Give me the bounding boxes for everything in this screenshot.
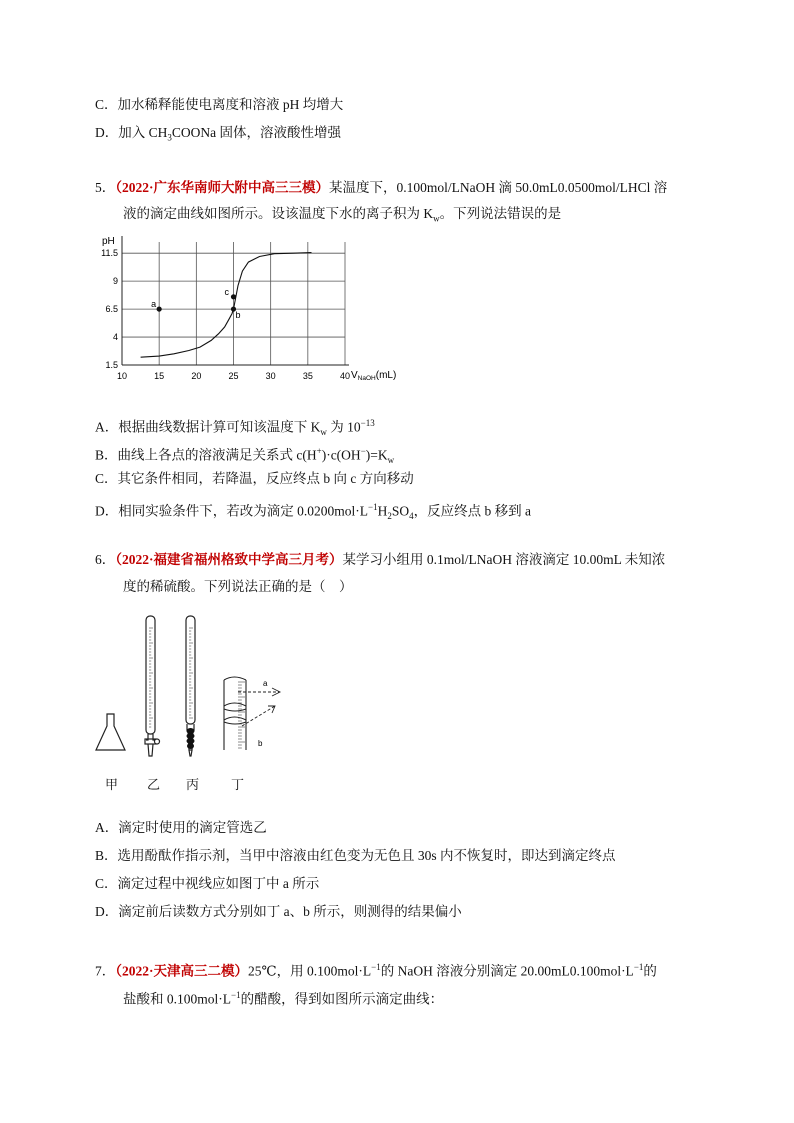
q6-option-d: D．滴定前后读数方式分别如丁 a、b 所示，则测得的结果偏小 [95, 904, 462, 919]
point-label-c: c [224, 286, 229, 297]
y-tick-label: 1.5 [105, 360, 118, 370]
point-c [231, 294, 236, 299]
acid-burette [145, 616, 160, 756]
x-tick-label: 40 [339, 371, 351, 381]
apparatus-figure [90, 610, 290, 770]
chart-series [141, 253, 312, 358]
x-axis-label: $V_{NaOH}(mL)$ [351, 370, 397, 382]
q5-option-a: A．根据曲线数据计算可知该温度下 $K_w$ 为 $10^{-13}$ [95, 418, 375, 438]
figure-label-ding: 丁 [231, 777, 245, 792]
point-label-b: b [235, 310, 241, 321]
q6-option-b: B．选用酚酞作指示剂，当甲中溶液由红色变为无色且 30s 内不恢复时，即达到滴定终点 [95, 848, 616, 863]
chart-ticks [101, 248, 350, 381]
q7-source: （2022·天津高三二模） [115, 963, 249, 979]
q6-stem-line2: 度的稀硫酸。下列说法正确的是（ ） [123, 579, 353, 594]
sight-line-a [238, 688, 280, 696]
figure-label-jia: 甲 [105, 777, 119, 792]
x-tick-label: 30 [265, 371, 276, 381]
q4-option-c: C．加水稀释能使电离度和溶液 pH 均增大 [95, 97, 344, 112]
point-a [157, 306, 162, 311]
x-tick-label: 10 [116, 371, 128, 381]
x-tick-label: 15 [154, 371, 165, 381]
q6-number: 6． [95, 552, 116, 567]
chart-points [151, 287, 240, 320]
y-tick-label: 11.5 [101, 248, 118, 259]
reading-diagram [224, 677, 246, 750]
marker-b: b [258, 739, 263, 748]
y-tick-label: 6.5 [105, 304, 118, 315]
acid-burette-scale [149, 628, 153, 727]
q6-source: （2022·福建省福州格致中学高三月考） [115, 552, 343, 567]
q5-stem-line1: 5．（2022·广东华南师大附中高三三模）某温度下，0.100mol/LNaOH 滴 50.0mL0.0500mol/LHCl 溶 [95, 180, 668, 195]
q4-option-d: D．加入 $CH_3COONa$ 固体，溶液酸性增强 [95, 125, 342, 143]
y-axis-label: pH [102, 236, 115, 247]
q5-stem-line2: 液的滴定曲线如图所示。设该温度下水的离子积为 $K_w$。下列说法错误的是 [123, 206, 562, 224]
q5-number: 5． [95, 180, 116, 195]
point-label-a: a [151, 299, 157, 310]
q5-option-d: D．相同实验条件下，若改为滴定 $0.0200mol\cdot L^{-1}H_2SO_4$，反应终点 b 移到 a [95, 502, 531, 522]
q6-option-a: A．滴定时使用的滴定管选乙 [95, 820, 267, 835]
q6-option-c: C．滴定过程中视线应如图丁中 a 所示 [95, 876, 320, 891]
base-burette-rubber-tube [187, 728, 195, 749]
q5-source: （2022·广东华南师大附中高三三模） [115, 180, 330, 195]
base-burette-scale [189, 628, 193, 718]
titration-curve [141, 253, 312, 358]
q7-stem-line1: 7．（2022·天津高三二模）25℃，用 $0.100mol\cdot L^{-1}$的 NaOH 溶液分别滴定 $20.00mL0.100mol\cdot L^{-1}$的 [95, 962, 657, 979]
x-tick-label: 25 [228, 371, 239, 381]
y-tick-label: 4 [112, 332, 118, 343]
figure-label-yi: 乙 [147, 777, 161, 792]
figure-label-bing: 丙 [186, 777, 200, 792]
sight-line-b [242, 706, 275, 726]
x-tick-label: 35 [302, 371, 313, 381]
x-tick-label: 20 [191, 371, 202, 381]
q7-stem-line2: 盐酸和 $0.100mol\cdot L^{-1}$的醋酸，得到如图所示滴定曲线： [123, 990, 444, 1007]
q6-stem-line1: 6．（2022·福建省福州格致中学高三月考）某学习小组用 0.1mol/LNaOH 溶液滴定 10.00mL 未知浓 [95, 552, 666, 567]
titration-chart [95, 230, 415, 400]
marker-a: a [263, 679, 268, 688]
q5-option-b: B．曲线上各点的溶液满足关系式 $c(H^+)\cdot c(OH^-)=K_w$ [95, 446, 395, 466]
q5-option-c: C．其它条件相同，若降温，反应终点 b 向 c 方向移动 [95, 471, 414, 486]
q7-number: 7． [95, 963, 116, 979]
y-tick-label: 9 [112, 276, 118, 287]
conical-flask [96, 714, 125, 750]
